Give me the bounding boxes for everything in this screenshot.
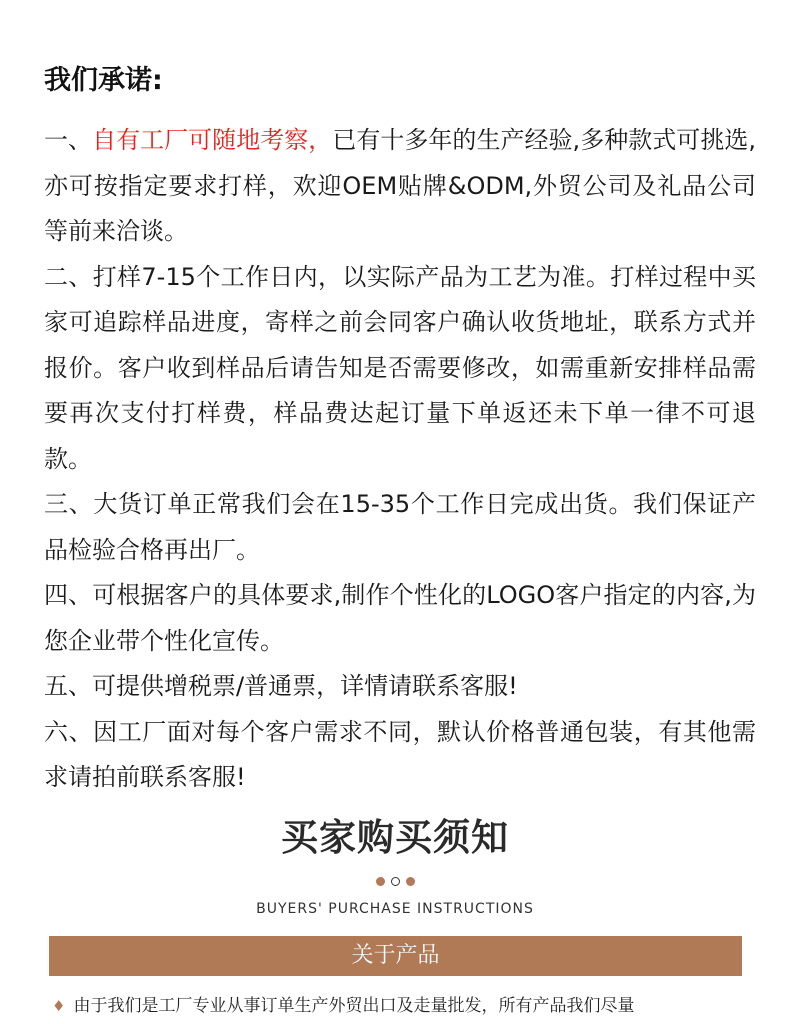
promise-item-1-highlight: 自有工厂可随地考察，	[92, 126, 333, 154]
promise-section	[44, 60, 756, 801]
promise-title: 我们承诺:	[44, 65, 163, 96]
dot-center-icon	[391, 877, 400, 886]
dot-right-icon	[406, 877, 415, 886]
promise-item-1-text: 已有十多年的生产经验,多种款式可挑选,亦可按指定要求打样，欢迎OEM贴牌&ODM,外贸公司及礼品公司等前来洽谈。	[44, 126, 757, 245]
dot-divider-icon	[0, 877, 790, 891]
product-info-text: 由于我们是工厂专业从事订单生产外贸出口及走量批发，所有产品我们尽量	[73, 996, 635, 1016]
promise-item-1	[44, 118, 756, 255]
product-info-line	[52, 992, 772, 1020]
diamond-icon: ♦	[52, 997, 66, 1015]
promise-item-4: 四、可根据客户的具体要求,制作个性化的LOGO客户指定的内容,为您企业带个性化宣传。	[44, 581, 756, 655]
promise-item-3: 三、大货订单正常我们会在15-35个工作日完成出货。我们保证产品检验合格再出厂。	[44, 490, 756, 564]
dot-left-icon	[376, 877, 385, 886]
promise-item-6: 六、因工厂面对每个客户需求不同，默认价格普通包装，有其他需求请拍前联系客服!	[44, 717, 756, 791]
promise-item-1-prefix: 一、	[44, 126, 93, 154]
notice-title: 买家购买须知	[281, 816, 509, 859]
section-header-about-product: 关于产品	[49, 936, 742, 976]
promise-item-2: 二、打样7-15个工作日内，以实际产品为工艺为准。打样过程中买家可追踪样品进度，寄样之前会同客户确认收货地址，联系方式并报价。客户收到样品后请告知是否需要修改，如需重新安排样品需要再次支付打样费，样品费达起订量下单返还未下单一律不可退款。	[44, 262, 756, 473]
notice-subtitle: BUYERS' PURCHASE INSTRUCTIONS	[256, 901, 534, 917]
promise-item-5: 五、可提供增税票/普通票，详情请联系客服!	[44, 672, 518, 700]
